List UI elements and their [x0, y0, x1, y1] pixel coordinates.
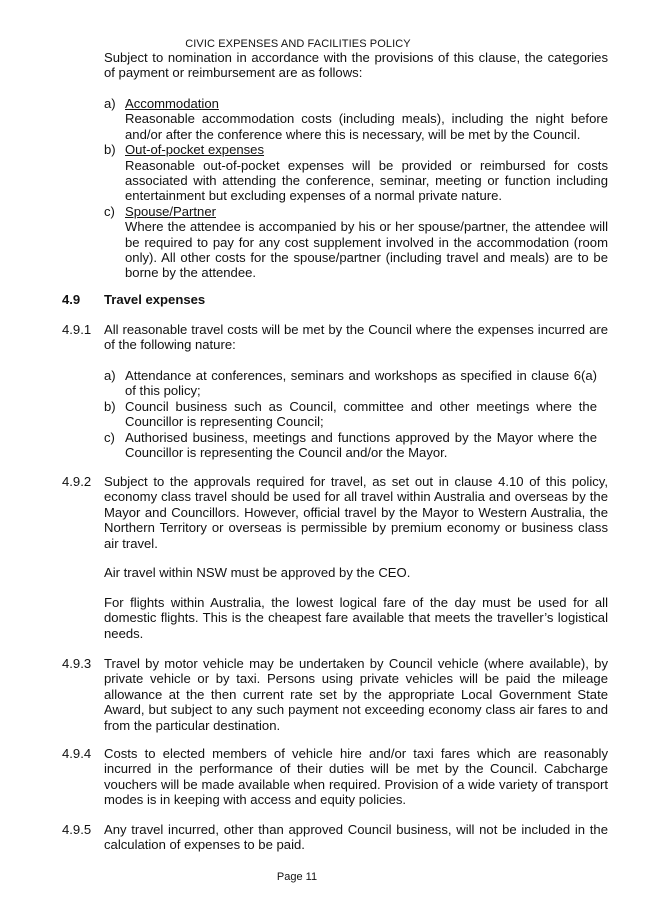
list-marker: a)	[104, 368, 116, 383]
list-item	[104, 398, 597, 430]
travel-nature-list	[104, 368, 597, 461]
intro-paragraph: Subject to nomination in accordance with the provisions of this clause, the categories of payment or reimbursement are as follows:	[104, 50, 608, 81]
clause-4-9-2-text: Subject to the approvals required for travel, as set out in clause 4.10 of this policy, economy class travel should be used for all travel within Australia and overseas by the Mayor and Councillors. However, official travel by the Mayor to Western Australia, the Northern Territory or overseas is permissible by premium economy or business class air travel.	[104, 474, 608, 551]
clause-number: 4.9.3	[62, 656, 92, 671]
category-title: Out-of-pocket expenses	[125, 142, 265, 158]
category-spouse-partner	[104, 203, 608, 281]
list-marker: c)	[104, 203, 115, 219]
clause-4-9-2-para3: For flights within Australia, the lowest logical fare of the day must be used for all domestic flights. This is the cheapest fare available that meets the traveller’s logistical needs.	[104, 595, 608, 641]
category-title: Spouse/Partner	[125, 203, 216, 219]
clause-number: 4.9.1	[62, 322, 92, 337]
section-title: Travel expenses	[104, 292, 206, 307]
list-marker: b)	[104, 398, 116, 414]
list-item	[104, 368, 597, 399]
list-item	[104, 429, 597, 461]
clause-number: 4.9.4	[62, 746, 92, 761]
category-text: Where the attendee is accompanied by his or her spouse/partner, the attendee will be required to pay for any cost supplement involved in the accommodation (room only). All other costs for the spouse/partner (including travel and meals) are to be borne by the attendee.	[125, 219, 608, 281]
category-text: Reasonable accommodation costs (including meals), including the night before and/or after the conference where this is necessary, will be met by the Council.	[125, 111, 608, 142]
list-item-text: Authorised business, meetings and functions approved by the Mayor where the Councillor is representing the Council and/or the Mayor.	[125, 429, 597, 461]
categories-list	[104, 96, 608, 281]
category-accommodation	[104, 96, 608, 142]
clause-4-9-5-text: Any travel incurred, other than approved Council business, will not be included in the calculation of expenses to be paid.	[104, 822, 608, 853]
clause-4-9-4-text: Costs to elected members of vehicle hire and/or taxi fares which are reasonably incurred in the performance of their duties will be met by the Council. Cabcharge vouchers will be made available when required. Provision of a wide variety of transport modes is in keeping with access and equity policies.	[104, 746, 608, 808]
page-header: CIVIC EXPENSES AND FACILITIES POLICY	[185, 38, 411, 50]
clause-number: 4.9.5	[62, 822, 92, 837]
category-text: Reasonable out-of-pocket expenses will be provided or reimbursed for costs associated with attending the conference, seminar, meeting or function including entertainment but excluding expenses of a normal private nature.	[125, 157, 608, 204]
list-marker: c)	[104, 429, 115, 445]
list-item-text: Council business such as Council, committee and other meetings where the Councillor is representing Council;	[125, 398, 597, 430]
list-marker: b)	[104, 142, 116, 158]
page-number: Page 11	[276, 871, 318, 883]
section-number: 4.9	[62, 292, 81, 307]
clause-number: 4.9.2	[62, 474, 92, 489]
category-title: Accommodation	[125, 96, 219, 111]
list-item-text: Attendance at conferences, seminars and workshops as specified in clause 6(a) of this policy;	[125, 368, 597, 399]
clause-4-9-3-text: Travel by motor vehicle may be undertaken by Council vehicle (where available), by private vehicle or by taxi. Persons using private vehicles will be paid the mileage allowance at the then current rate set by the appropriate Local Government State Award, but subject to any such payment not exceeding economy class air fares to and from the particular destination.	[104, 656, 608, 733]
clause-4-9-2-para2: Air travel within NSW must be approved by the CEO.	[104, 565, 411, 580]
category-out-of-pocket	[104, 142, 608, 204]
list-marker: a)	[104, 96, 116, 111]
clause-4-9-1-text: All reasonable travel costs will be met by the Council where the expenses incurred are of the following nature:	[104, 322, 608, 353]
